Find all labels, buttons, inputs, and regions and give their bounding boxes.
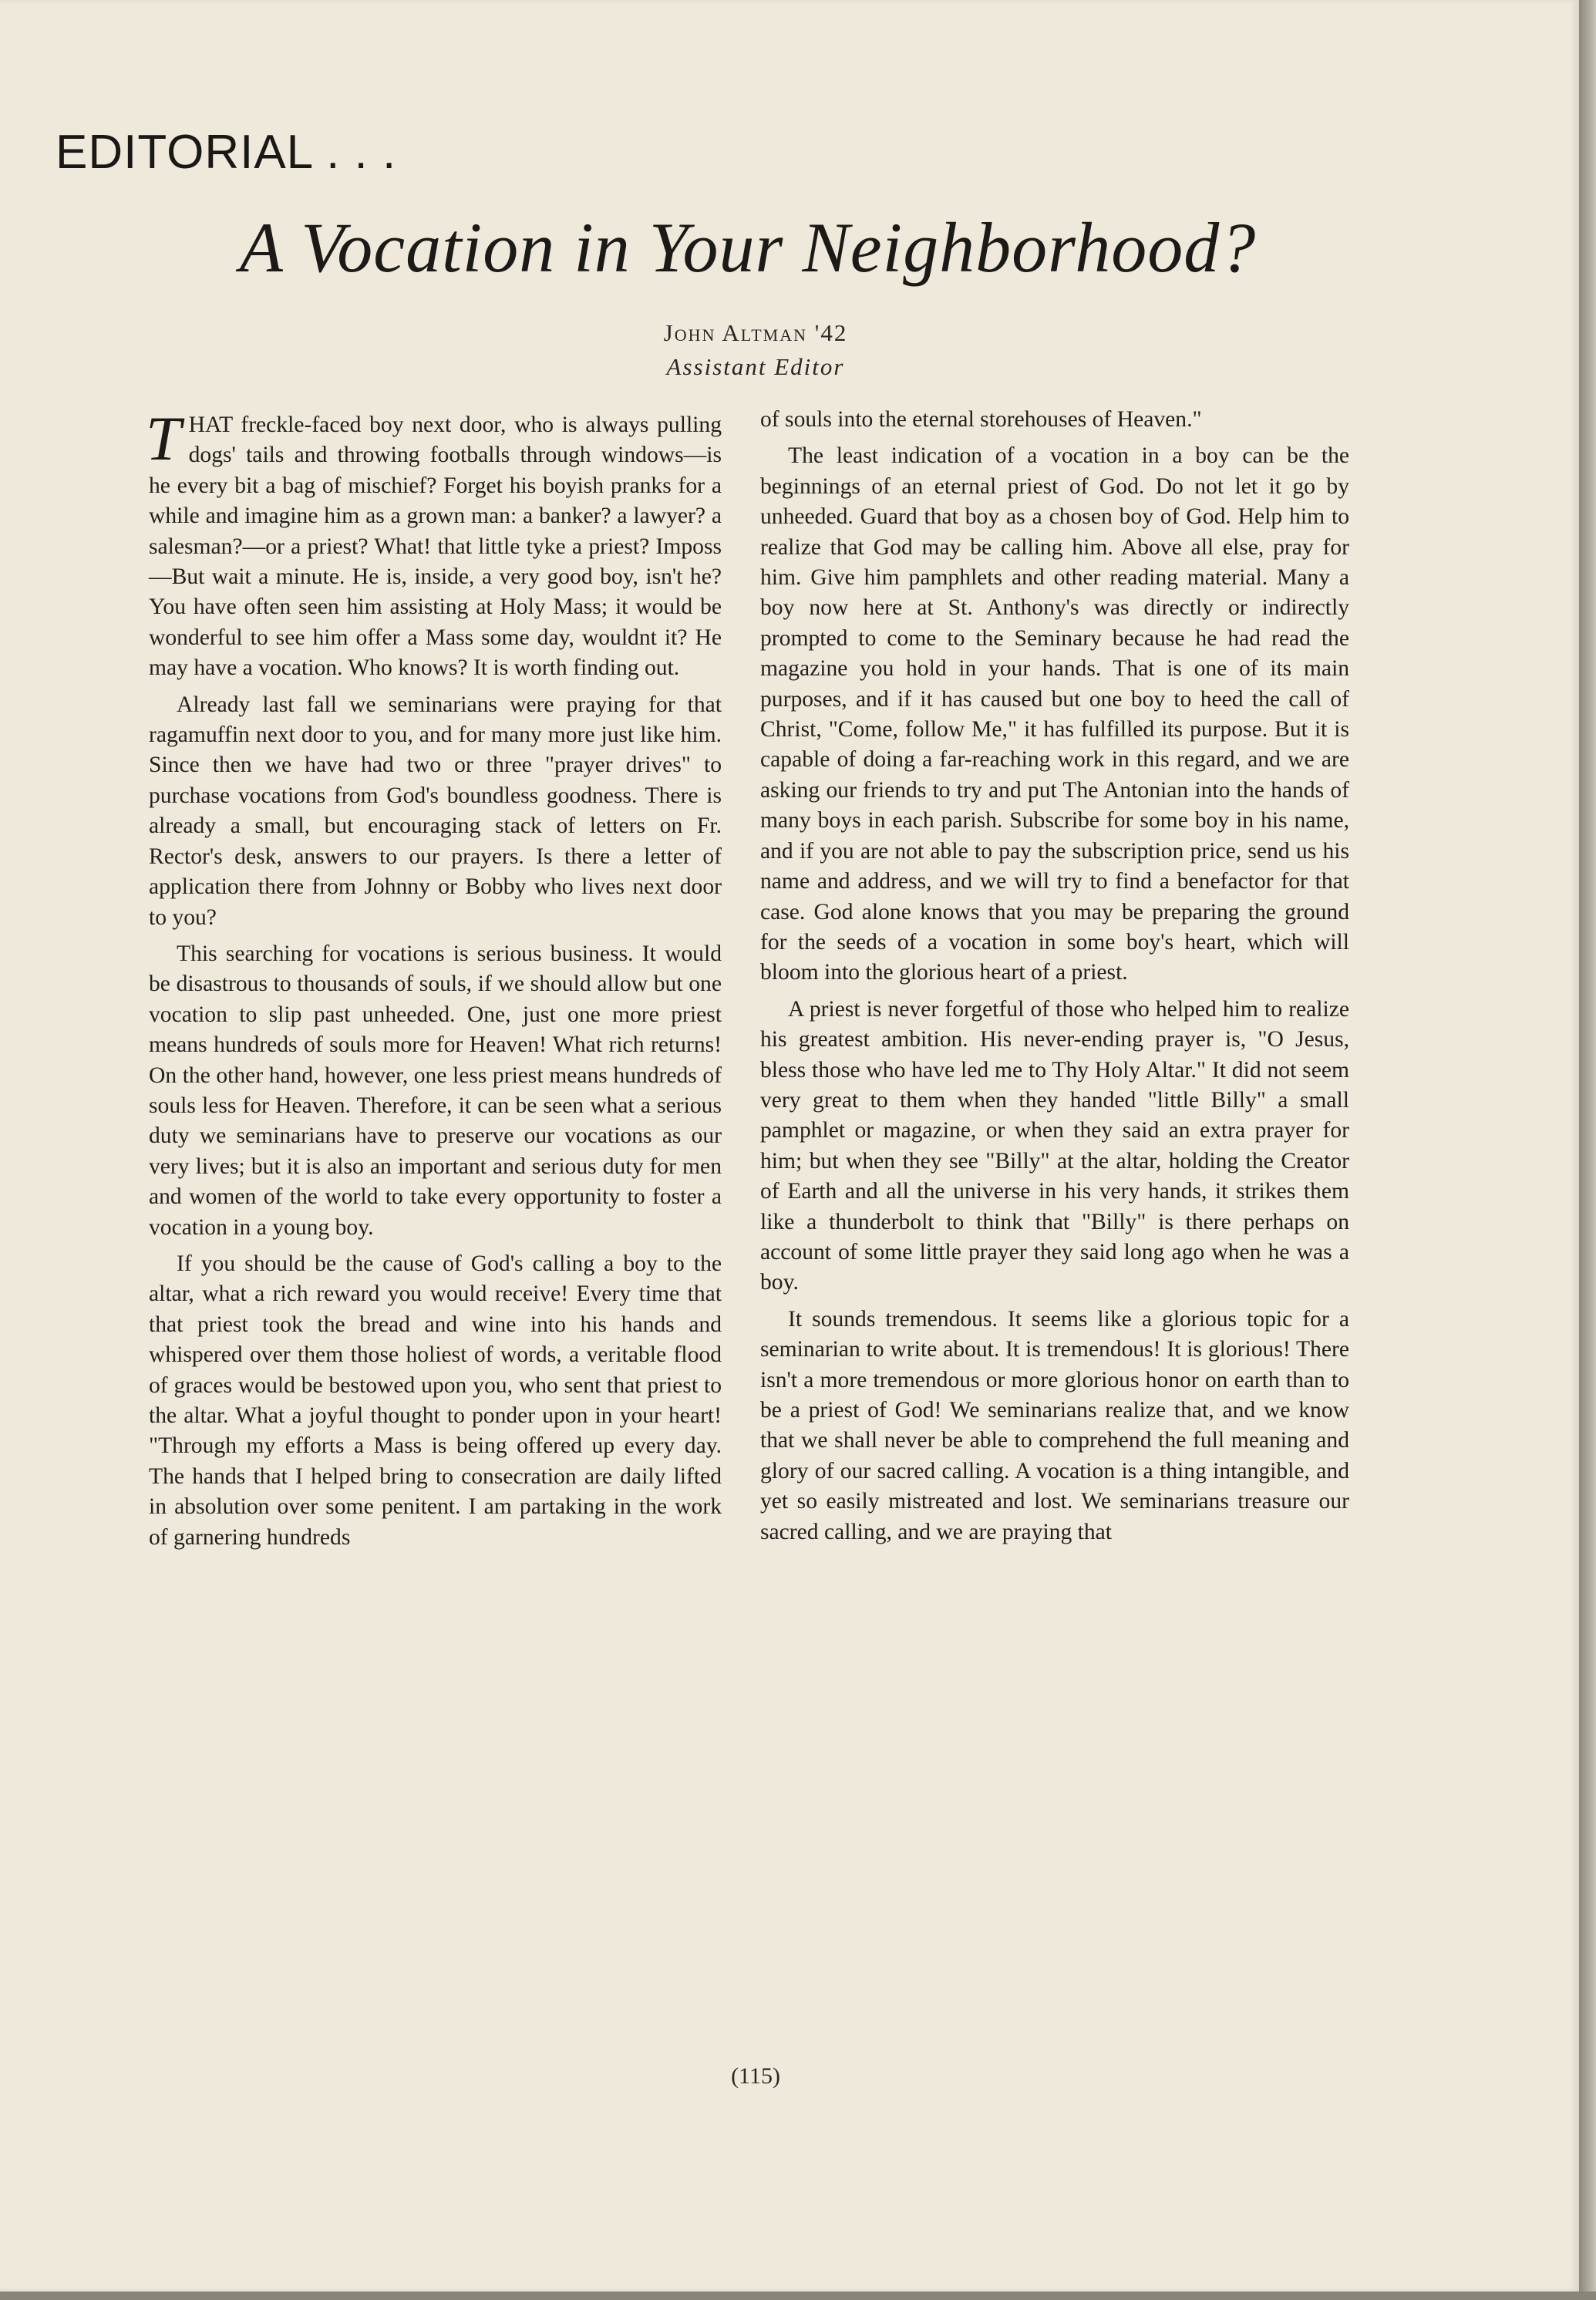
article-column-left xyxy=(146,403,722,1559)
article-title: A Vocation in Your Neighborhood? xyxy=(239,208,1257,287)
article-paragraph: A priest is never forgetful of those who helped him to realize his greatest ambition. His never-ending prayer is, "O Jesus, bless those who have led me to Thy Holy Altar." It did not seem very great to them when they handed "little Billy" a small pamphlet or magazine, or when they said an extra prayer for him; but when they see "Billy" at the altar, holding the Creator of Earth and all the universe in his very hands, it strikes them like a thunderbolt to think that "Billy" is there perhaps on account of some little prayer they said long ago when he was a boy. xyxy=(760,996,1349,1295)
page-number: (115) xyxy=(731,2063,780,2089)
drop-cap: T xyxy=(146,403,181,473)
article-paragraph: If you should be the cause of God's calling a boy to the altar, what a rich reward you would receive! Every time that that priest took the bread and wine into his hands and whispered over them those holiest of words, a veritable flood of graces would be bestowed upon you, who sent that priest to the altar. What a joyful thought to ponder upon in your heart! "Through my efforts a Mass is being offered up every day. The hands that I helped bring to consecration are daily lifted in absolution over some penitent. I am partaking in the work of garnering hundreds xyxy=(149,1251,722,1550)
page-bottom-edge xyxy=(0,2292,1596,2300)
article-paragraph: This searching for vocations is serious business. It would be disastrous to thousands of souls, if we should allow but one vocation to slip past unheeded. One, just one more priest means hundreds of souls more for Heaven! What rich returns! On the other hand, however, one less priest means hundreds of souls less for Heaven. Therefore, it can be seen what a serious duty we seminarians have to preserve our vocations as our very lives; but it is also an important and serious duty for men and women of the world to take every opportunity to foster a vocation in a young boy. xyxy=(149,941,722,1240)
section-label: EDITORIAL . . . xyxy=(56,126,397,179)
article-column-right xyxy=(760,405,1349,1554)
byline-author: John Altman '42 xyxy=(663,319,848,346)
article-paragraph xyxy=(146,403,722,684)
article-paragraph: It sounds tremendous. It seems like a glorious topic for a seminarian to write about. It is tremendous! It is glorious! There isn't a more tremendous or more glorious honor on earth than to be a priest of God! We seminarians realize that, and we know that we shall never be able to comprehend the full meaning and glory of our sacred calling. A vocation is a thing intangible, and yet so easily mistreated and lost. We seminarians treasure our sacred calling, and we are praying that xyxy=(760,1306,1349,1544)
paragraph-text: HAT freckle-faced boy next door, who is always pulling dogs' tails and throwing footballs through windows—is he every bit a bag of mischief? Forget his boyish pranks for a while and imagine him as a grown man: a banker? a lawyer? a salesman?—or a priest? What! that little tyke a priest? Imposs—But wait a minute. He is, inside, a very good boy, isn't he? You have often seen him assisting at Holy Mass; it would be wonderful to see him offer a Mass some day, wouldnt it? He may have a vocation. Who knows? It is worth finding out. xyxy=(149,413,722,681)
article-paragraph: The least indication of a vocation in a boy can be the beginnings of an eternal priest of God. Do not let it go by unheeded. Guard that boy as a chosen boy of God. Help him to realize that God may be calling him. Above all else, pray for him. Give him pamphlets and other reading material. Many a boy now here at St. Anthony's was directly or indirectly prompted to come to the Seminary because he had read the magazine you hold in your hands. That is one of its main purposes, and if it has caused but one boy to heed the call of Christ, "Come, follow Me," it has fulfilled its purpose. But it is capable of doing a far-reaching work in this regard, and we are asking our friends to try and put The Antonian into the hands of many boys in each parish. Subscribe for some boy in his name, and if you are not able to pay the subscription price, send us his name and address, and we will try to find a benefactor for that case. God alone knows that you may be preparing the ground for the seeds of a vocation in some boy's heart, which will bloom into the glorious heart of a priest. xyxy=(760,443,1349,985)
page-edge xyxy=(1579,0,1596,2300)
byline-role: Assistant Editor xyxy=(666,353,845,380)
article-paragraph: of souls into the eternal storehouses of Heaven." xyxy=(760,407,1202,432)
article-paragraph: Already last fall we seminarians were praying for that ragamuffin next door to you, and for many more just like him. Since then we have had two or three "prayer drives" to purchase vocations from God's boundless goodness. There is already a small, but encouraging stack of letters on Fr. Rector's desk, answers to our prayers. Is there a letter of application there from Johnny or Bobby who lives next door to you? xyxy=(149,692,722,930)
